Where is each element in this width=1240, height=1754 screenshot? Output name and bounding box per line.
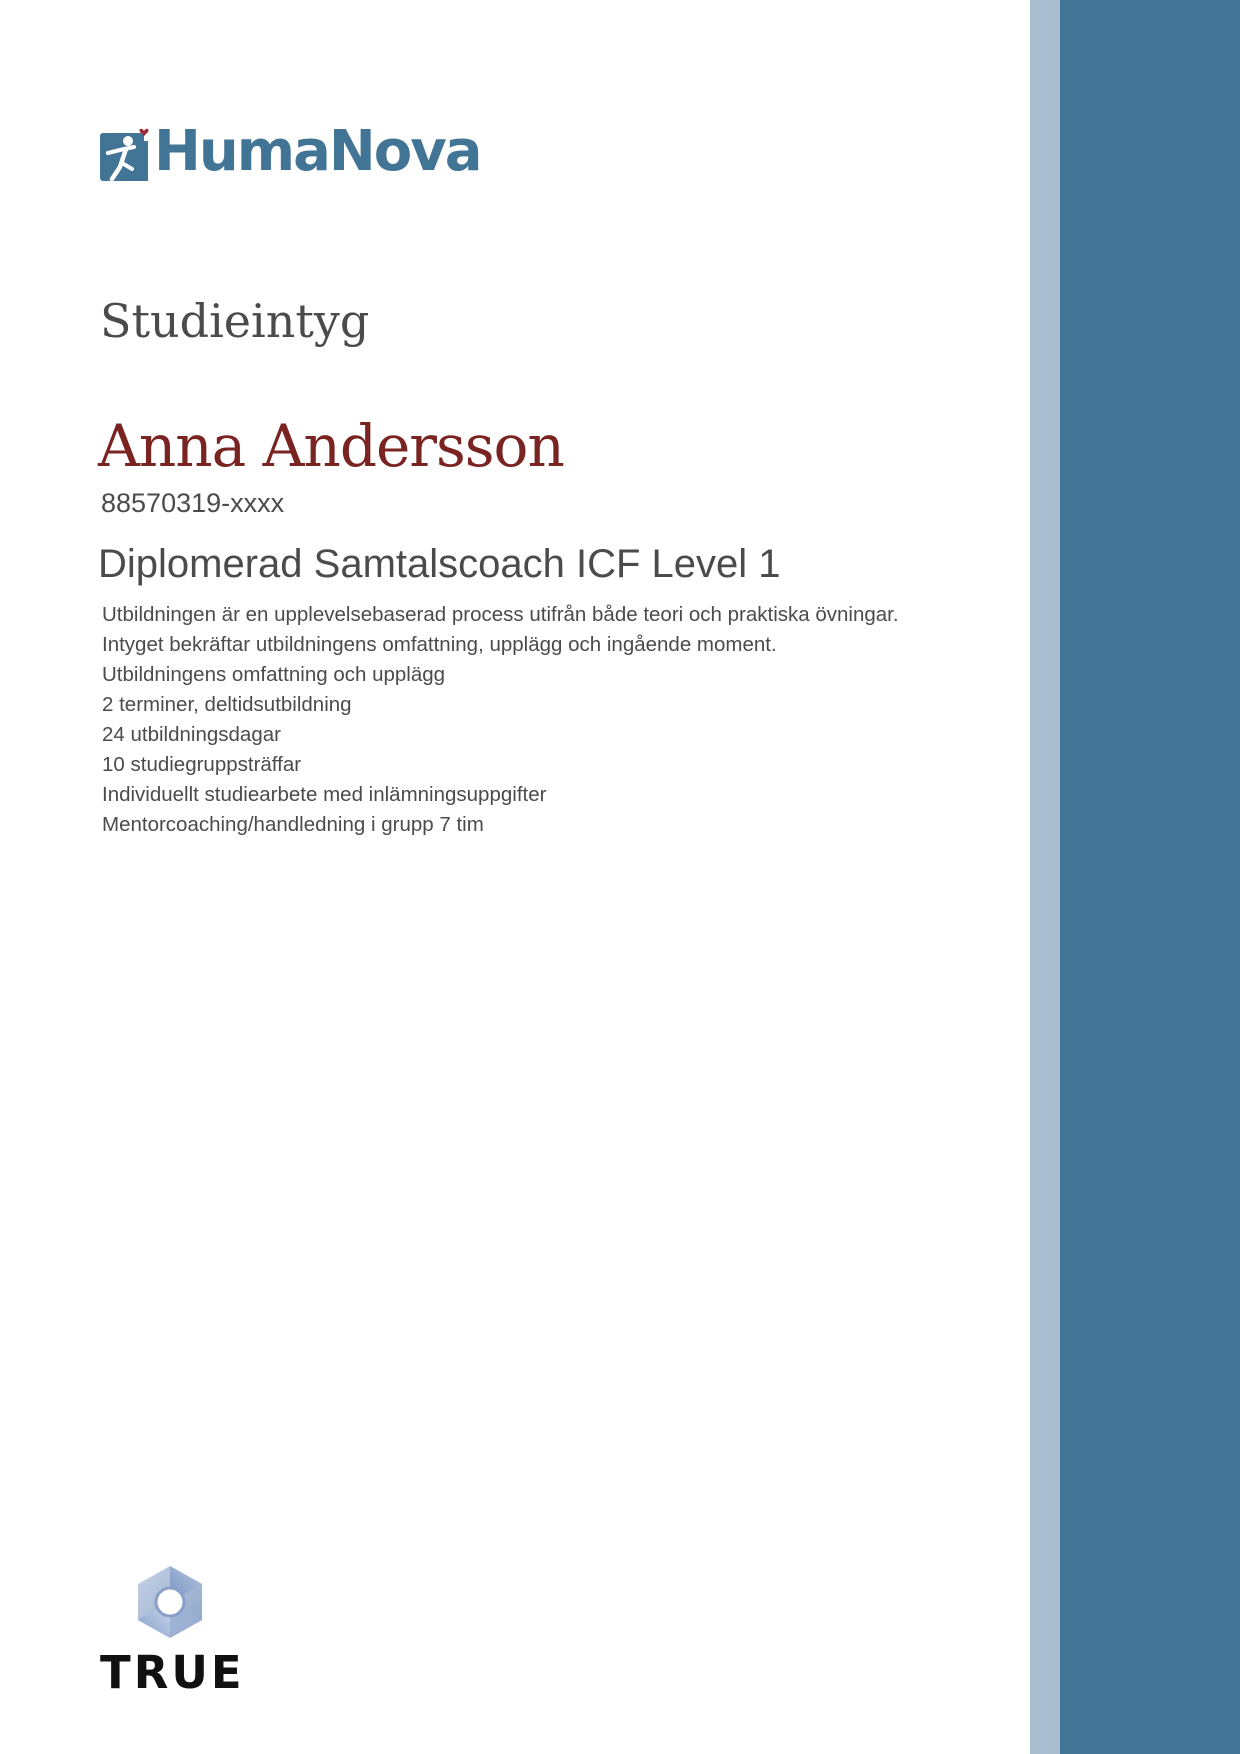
true-logo [100, 1564, 245, 1704]
humanova-logo [100, 118, 481, 186]
true-logo-text: TRUE [100, 1646, 245, 1699]
side-stripe-dark [1060, 0, 1240, 1754]
humanova-logo-icon [100, 123, 152, 181]
humanova-logo-text: HumaNova [154, 119, 481, 184]
student-name: Anna Andersson [98, 412, 564, 480]
student-id: 88570319-xxxx [101, 488, 285, 518]
course-detail-line: Mentorcoaching/handledning i grupp 7 tim [102, 813, 484, 836]
course-details-list [102, 600, 1002, 840]
hexagon-emblem-icon [132, 1564, 208, 1640]
course-detail-line: Utbildningen är en upplevelsebaserad process utifrån både teori och praktiska övningar. [102, 603, 899, 626]
course-detail-line: 10 studiegruppsträffar [102, 753, 302, 776]
course-detail-line: Intyget bekräftar utbildningens omfattning, upplägg och ingående moment. [102, 633, 777, 656]
course-detail-line: 24 utbildningsdagar [102, 723, 281, 746]
course-detail-line: Individuellt studiearbete med inlämningsuppgifter [102, 783, 547, 806]
course-detail-line: 2 terminer, deltidsutbildning [102, 693, 352, 716]
course-detail-line: Utbildningens omfattning och upplägg [102, 663, 446, 686]
side-stripe-light [1030, 0, 1060, 1754]
course-title: Diplomerad Samtalscoach ICF Level 1 [98, 542, 781, 586]
document-title: Studieintyg [100, 294, 370, 348]
